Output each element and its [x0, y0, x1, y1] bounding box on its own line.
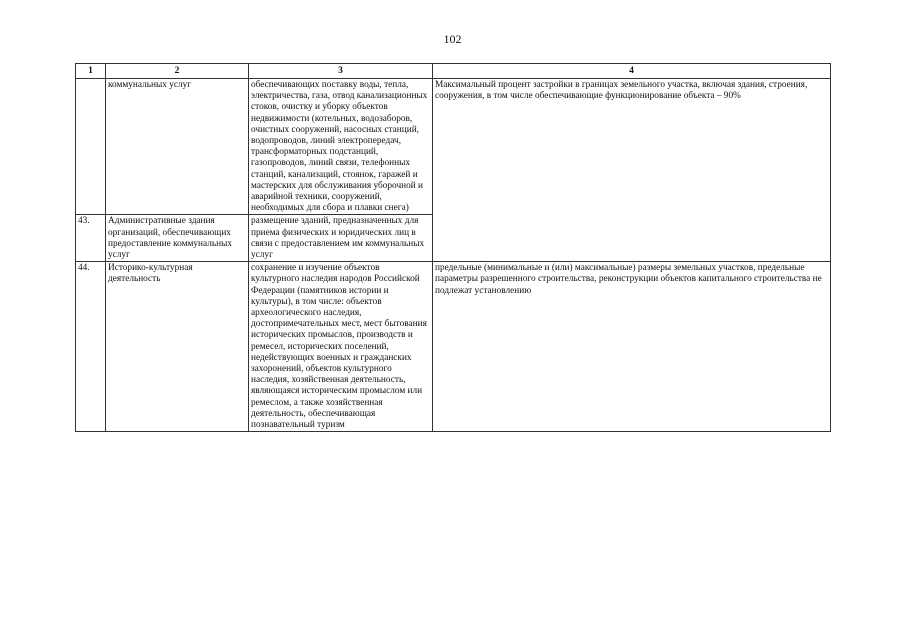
column-header-3: 3 — [249, 64, 433, 79]
use-type-description: обеспечивающих поставку воды, тепла, электричества, газа, отвод канализационных стоков, очистку и уборку объектов недвижимости (котельных, водозаборов, очистных сооружений, насосных станций, водопроводов, линий электропередач, трансформаторных подстанций, газопроводов, линий связи, телефонных станций, канализаций, стоянок, гаражей и мастерских для обслуживания уборочной и аварийной техники, сооружений, необходимых для сбора и плавки снега) — [249, 79, 433, 215]
regulations-table — [75, 63, 831, 432]
building-parameters: Максимальный процент застройки в границах земельного участка, включая здания, строения, сооружения, в том числе обеспечивающие функционирование объекта – 90% — [433, 79, 831, 262]
column-header-4: 4 — [433, 64, 831, 79]
use-type-name: коммунальных услуг — [106, 79, 249, 215]
use-type-description: размещение зданий, предназначенных для приема физических и юридических лиц в связи с предоставлением им коммунальных услуг — [249, 215, 433, 262]
column-header-1: 1 — [76, 64, 106, 79]
use-type-name: Административные здания организаций, обеспечивающих предоставление коммунальных услуг — [106, 215, 249, 262]
column-header-2: 2 — [106, 64, 249, 79]
building-parameters: предельные (минимальные и (или) максимальные) размеры земельных участков, предельные параметры разрешенного строительства, реконструкции объектов капитального строительства не подлежат установлению — [433, 262, 831, 432]
row-number: 43. — [76, 215, 106, 262]
row-number: 44. — [76, 262, 106, 432]
table-row — [76, 262, 831, 432]
table-row — [76, 79, 831, 215]
table-header-row — [76, 64, 831, 79]
page-number: 102 — [443, 32, 462, 46]
use-type-description: сохранение и изучение объектов культурного наследия народов Российской Федерации (памятников истории и культуры), в том числе: объектов археологического наследия, достопримечательных мест, мест бытования исторических промыслов, производств и ремесел, исторических поселений, недействующих военных и гражданских захоронений, объектов культурного наследия, хозяйственная деятельность, являющаяся историческим промыслом или ремеслом, а также хозяйственная деятельность, обеспечивающая познавательный туризм — [249, 262, 433, 432]
use-type-name: Историко-культурная деятельность — [106, 262, 249, 432]
row-number — [76, 79, 106, 215]
